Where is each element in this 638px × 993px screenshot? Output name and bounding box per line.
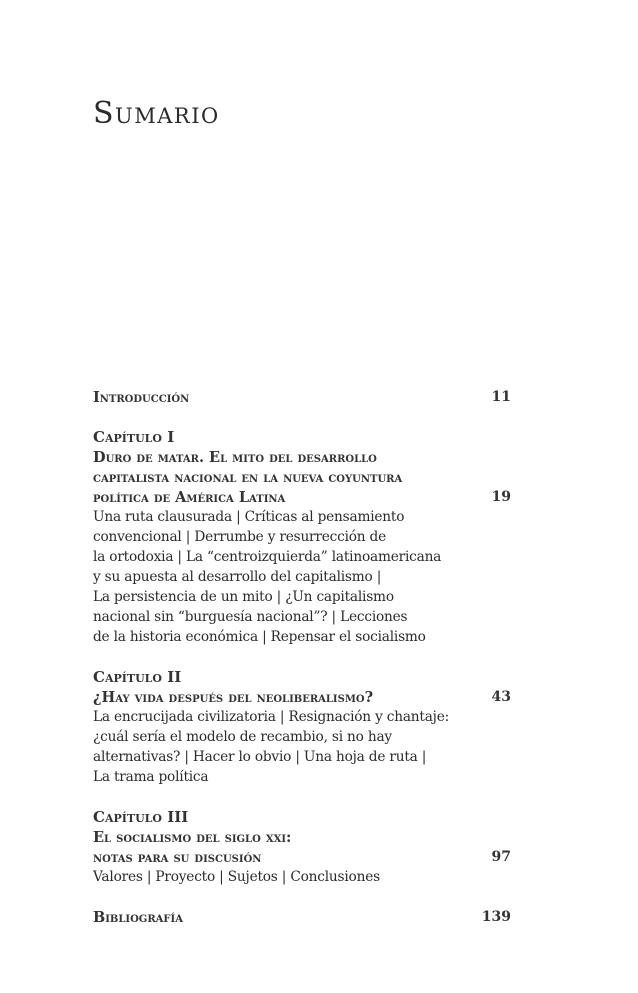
entry-heading: Introducción [93,389,190,406]
chapter-title-line: Duro de matar. El mito del desarrollo [93,449,377,466]
chapter-title-line: ¿Hay vida después del neoliberalismo? [93,689,374,706]
section-line: Una ruta clausurada | Críticas al pensamiento [93,509,405,525]
table-of-contents [93,387,513,927]
section-line: La encrucijada civilizatoria | Resignación y chantaje: [93,709,450,725]
entry-heading: Bibliografía [93,909,183,926]
page-number: 139 [481,909,511,925]
page-title: Sumario [93,96,220,131]
page-number: 97 [491,849,511,865]
section-line: nacional sin “burguesía nacional”? | Lecciones [93,609,408,625]
section-line: convencional | Derrumbe y resurrección de [93,529,387,545]
chapter-label: Capítulo III [93,808,189,826]
page-number: 11 [491,389,511,405]
toc-entry-capitulo-1[interactable] [93,427,513,647]
page-number: 43 [491,689,511,705]
chapter-title-line: política de América Latina [93,489,286,506]
section-line: alternativas? | Hacer lo obvio | Una hoja de ruta | [93,749,427,765]
section-line: Valores | Proyecto | Sujetos | Conclusiones [93,869,380,885]
toc-entry-bibliografia[interactable] [93,907,513,927]
section-line: de la historia económica | Repensar el socialismo [93,629,426,645]
section-line: La trama política [93,769,209,785]
chapter-title-line: capitalista nacional en la nueva coyuntura [93,469,403,486]
section-line: y su apuesta al desarrollo del capitalismo | [93,569,382,585]
toc-entry-introduccion[interactable] [93,387,513,407]
section-line: La persistencia de un mito | ¿Un capitalismo [93,589,394,605]
chapter-title-line: notas para su discusión [93,849,262,866]
chapter-label: Capítulo I [93,428,175,446]
section-line: la ortodoxia | La “centroizquierda” latinoamericana [93,549,442,565]
page-number: 19 [491,489,511,505]
toc-entry-capitulo-3[interactable] [93,807,513,887]
toc-entry-capitulo-2[interactable] [93,667,513,787]
section-line: ¿cuál sería el modelo de recambio, si no hay [93,729,392,745]
chapter-title-line: El socialismo del siglo xxi: [93,829,292,846]
chapter-label: Capítulo II [93,668,182,686]
